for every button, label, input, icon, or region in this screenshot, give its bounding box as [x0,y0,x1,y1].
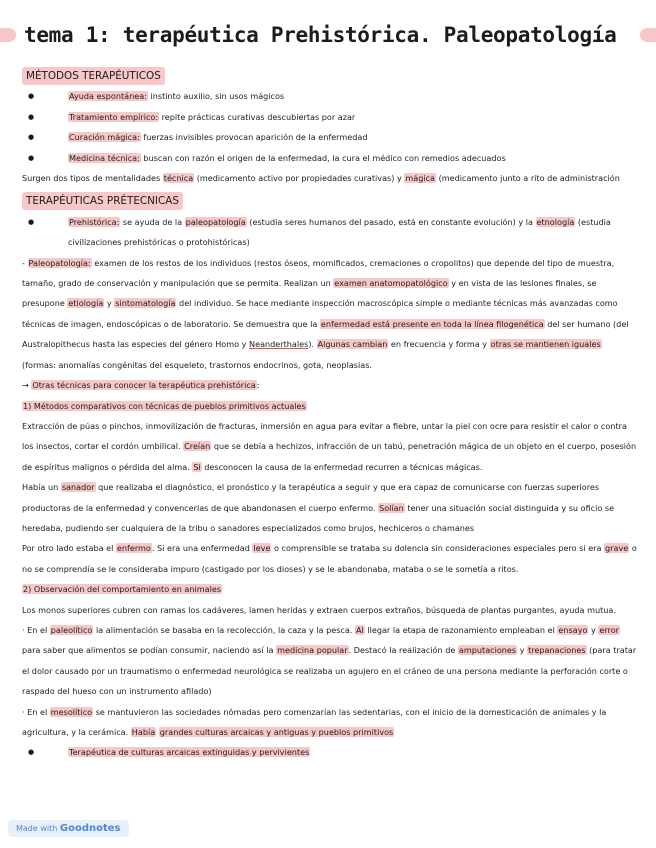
title-highlight-left [0,28,16,42]
bullet-prehistorica: ● Prehistórica: se ayuda de la paleopatología (estudia seres humanos del pasado, está en constante evolución) y la etnología (estudia civilizaciones prehistóricas o protohistóricas) [22,212,638,253]
metodo-1-paragraph-3: Por otro lado estaba el enfermo. Si era una enfermedad leve o comprensible se trataba su dolencia sin consideraciones especiales pero si era grave o no se comprendía se le consideraba impuro (castigado por los dioses) y se le abandonaba, mataba o se le sometía a ritos. [22,543,637,574]
metodo-2-paragraph-1: Los monos superiores cubren con ramas los cadáveres, lamen heridas y extraen cuerpos extraños, búsqueda de plantas purgantes, ayuda mutua. [22,604,616,615]
mentalidades-summary: Surgen dos tipos de mentalidades técnica (medicamento activo por propiedades curativas) y mágica (medicamento junto a rito de administración [22,173,620,184]
bullet-tratamiento: ● Tratamiento empírico: repite prácticas curativas descubiertas por azar [22,107,638,127]
title-highlight-right [640,28,656,42]
metodo-1-paragraph-1: Extracción de púas o pinchos, inmovilización de fracturas, inmersión en agua para evitar a fiebre, untar la piel con ocre para resistir el calor o contra los insectos, cortar el cordón umbilical. Creían que se debía a hechizos, infracción de un tabú, penetración mágica de un objeto en el cuerpo, posesión de espíritus malignos o pérdida del alma. Si desconocen la causa de la enfermedad recurren a técnicas mágicas. [22,420,637,472]
made-with-badge: Made with Goodnotes [8,820,129,837]
bullet-medicina: ● Medicina técnica: buscan con razón el origen de la enfermedad, la cura el médico con remedios adecuados [22,148,638,168]
page-title: tema 1: terapéutica Prehistórica. Paleopatología [24,23,617,47]
otras-tecnicas-heading: → Otras técnicas para conocer la terapéutica prehistórica: [22,380,260,391]
section-heading-pretecnicas: TERAPÉUTICAS PRÉTECNICAS [22,192,183,210]
metodo-2-heading: 2) Observación del comportamiento en animales [23,584,222,595]
paleopatologia-paragraph: - Paleopatología: examen de los restos de los individuos (restos óseos, momificados, cremaciones o cropolitos) que depende del tipo de muestra, tamaño, grado de conservación y manipulación que se permita. Realizan un examen anatomopatológico y en vista de las lesiones finales, se presupone etiología y sintomatología del individuo. Se hace mediante inspección macroscópica simple o mediante técnicas más avanzadas como técnicas de imagen, endoscópicas o de laboratorio. Se demuestra que la enfermedad está presente en toda la línea filogenética del ser humano (del Australopithecus hasta las especies del género Homo y Neanderthales). Algunas cambian en frecuencia y forma y otras se mantienen iguales (formas: anomalías congénitas del esqueleto, trastornos endocrinos, gota, neoplasias. [22,257,629,370]
paleolitico-paragraph: · En el paleolítico la alimentación se basaba en la recolección, la caza y la pesca. Al llegar la etapa de razonamiento empleaban el ensayo y error para saber que alimentos se podían consumir, naciendo así la medicina popular. Destacó la realización de amputaciones y trepanaciones (para tratar el dolor causado por un traumatismo o enfermedad neurológica se realizaba un agujero en el cráneo de una persona mediante la perforación corte o raspado del hueso con un instrumento afilado) [22,624,637,697]
goodnotes-badge [8,816,158,838]
section-heading-metodos: MÉTODOS TERAPÉUTICOS [22,67,165,85]
metodo-1-heading: 1) Métodos comparativos con técnicas de pueblos primitivos actuales [23,400,306,411]
bullet-terapeutica-culturas: ● Terapéutica de culturas arcaicas extinguidas y pervivientes [22,742,638,762]
title-bar [0,20,656,50]
metodo-1-paragraph-2: Había un sanador que realizaba el diagnóstico, el pronóstico y la terapéutica a seguir y que era capaz de comunicarse con fuerzas superiores productoras de la enfermedad y convencerlas de que abandonasen el cuerpo enfermo. Solían tener una situación social distinguida y su oficio se heredaba, pudiendo ser cualquiera de la tribu o sanadores especializados como brujos, hechiceros o chamanes [22,482,615,533]
bullet-ayuda: ● Ayuda espontánea: instinto auxilio, sin usos mágicos [22,86,638,106]
bullet-curacion: ● Curación mágica: fuerzas invisibles provocan aparición de la enfermedad [22,127,638,147]
notes-body [22,66,638,763]
mesolitico-paragraph: · En el mesolítico se mantuvieron las sociedades nómadas pero comenzarían las sedentarias, con el inicio de la domesticación de animales y la agricultura, y la cerámica. Había grandes culturas arcaicas y antiguas y pueblos primitivos [22,706,607,737]
